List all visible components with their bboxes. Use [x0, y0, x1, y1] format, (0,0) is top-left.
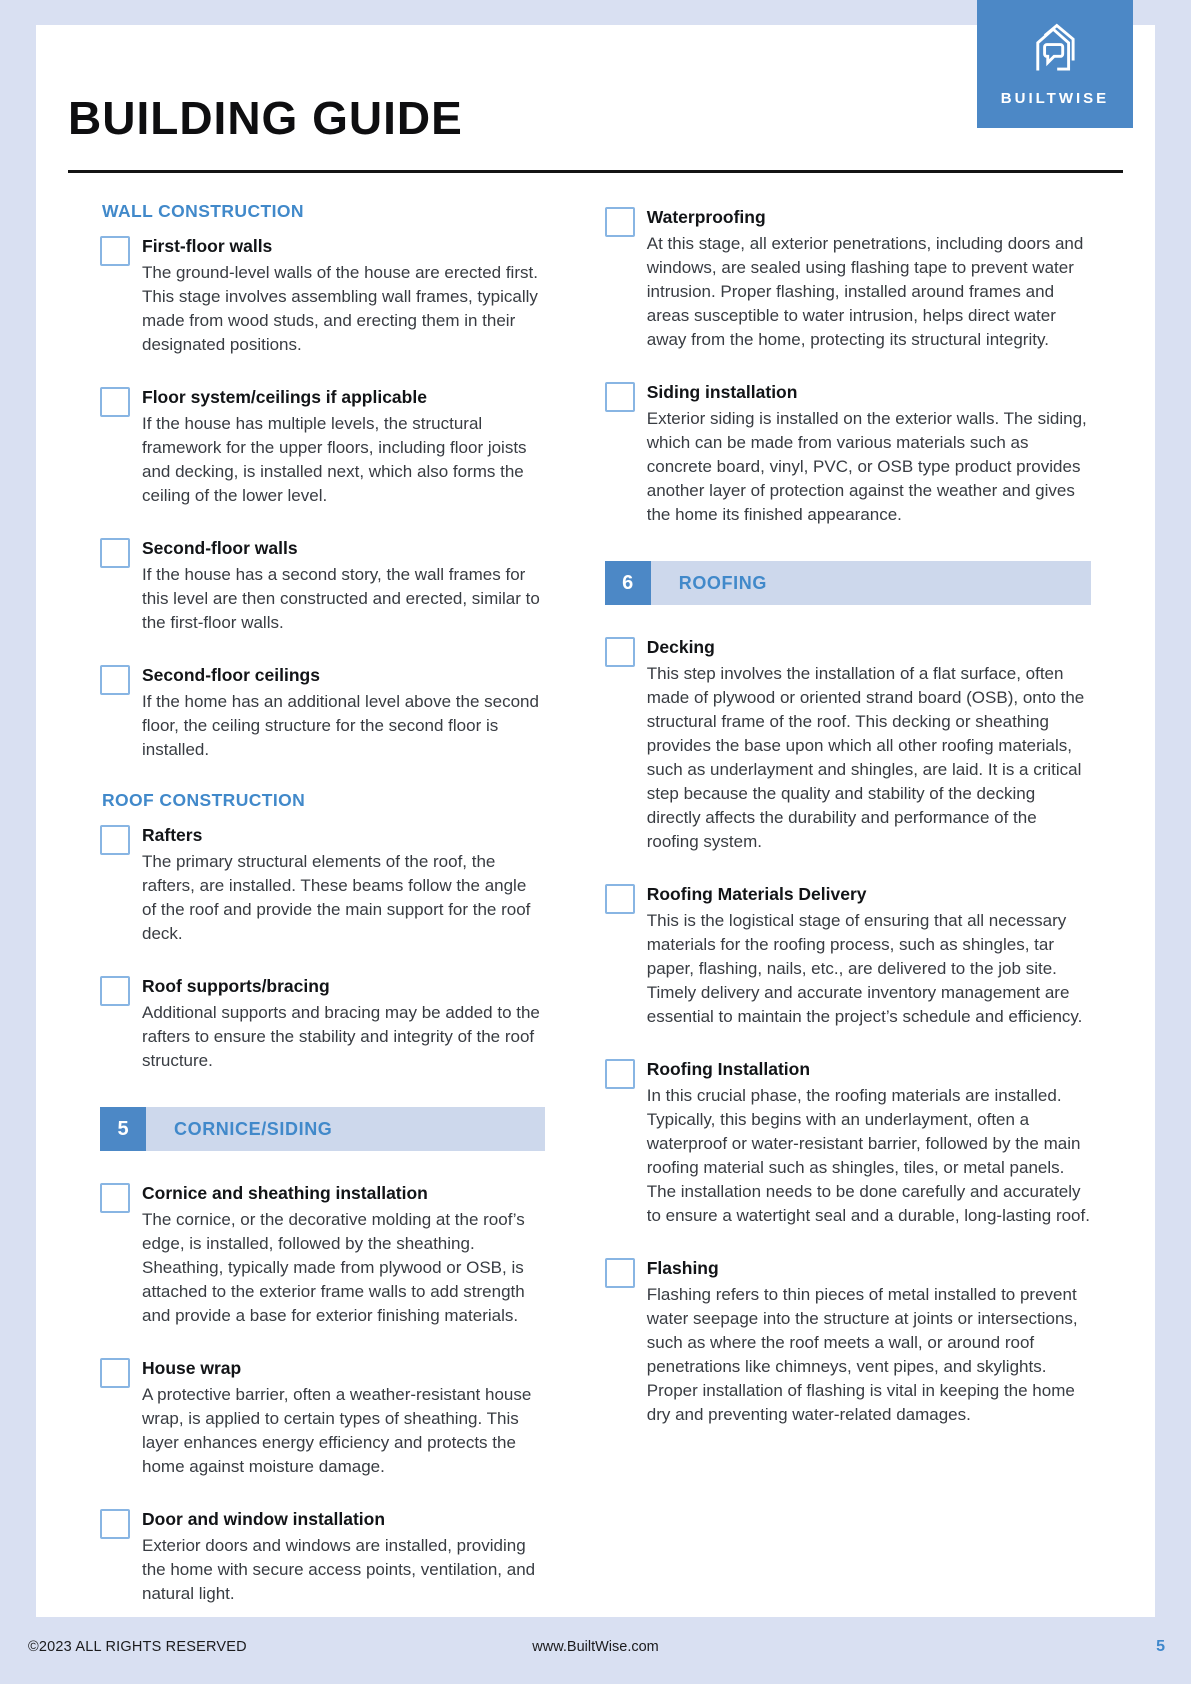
checkbox[interactable]: [605, 1258, 635, 1288]
checklist-item: [100, 1507, 545, 1606]
page-number: 5: [1156, 1638, 1165, 1655]
checklist-item-description: If the house has a second story, the wall frames for this level are then constructed and erected, similar to the first-floor walls.: [142, 565, 540, 632]
checklist-item: [605, 635, 1091, 854]
checklist-item-description: Exterior siding is installed on the exterior walls. The siding, which can be made from various materials such as concrete board, vinyl, PVC, or OSB type product provides another layer of protection against the weather and gives the home its finished appearance.: [646, 409, 1087, 524]
checklist-item-description: Exterior doors and windows are installed, providing the home with secure access points, ventilation, and natural light.: [142, 1536, 536, 1603]
checkbox[interactable]: [100, 665, 130, 695]
title-divider: [68, 170, 1123, 173]
checklist-item: [605, 1256, 1091, 1427]
checkbox[interactable]: [100, 538, 130, 568]
checklist-item-description: In this crucial phase, the roofing materials are installed. Typically, this begins with an underlayment, often a waterproof or water-resistant barrier, followed by the main roofing material such as shingles, tiles, or metal panels. The installation needs to be done carefully and accurately to ensure a watertight seal and a durable, long-lasting roof.: [646, 1086, 1090, 1225]
checklist-item-title: Floor system/ceilings if applicable: [142, 387, 427, 407]
checklist-item-description: If the house has multiple levels, the structural framework for the upper floors, including floor joists and decking, is installed next, which also forms the ceiling of the lower level.: [142, 414, 527, 505]
content-columns: [68, 199, 1123, 1634]
checklist-item-title: Roofing Materials Delivery: [646, 884, 867, 904]
checklist-item: [100, 1181, 545, 1328]
checklist-item: [100, 974, 545, 1073]
brand-name: BUILTWISE: [1000, 90, 1110, 107]
page-footer: [0, 1617, 1191, 1684]
checklist-item-text: [142, 536, 545, 635]
website-link[interactable]: www.BuiltWise.com: [532, 1639, 659, 1655]
section-heading: ROOF CONSTRUCTION: [102, 790, 306, 810]
checklist-item-text: [647, 380, 1091, 527]
checklist-item: [100, 1356, 545, 1479]
checkbox[interactable]: [605, 1059, 635, 1089]
checklist-item-text: [647, 635, 1091, 854]
checklist-item-description: The ground-level walls of the house are erected first. This stage involves assembling wall frames, typically made from wood studs, and erecting them in their designated positions.: [142, 263, 538, 354]
section-band: [605, 561, 1091, 605]
checklist-item-title: Roof supports/bracing: [142, 976, 330, 996]
checklist-item-description: A protective barrier, often a weather-resistant house wrap, is applied to certain types of sheathing. This layer enhances energy efficiency and protects the home against moisture damage.: [142, 1385, 532, 1476]
checklist-item: [605, 205, 1091, 352]
checkbox[interactable]: [605, 637, 635, 667]
checklist-item-text: [142, 1507, 545, 1606]
right-column: [605, 199, 1091, 1634]
checklist-item-text: [647, 1256, 1091, 1427]
checklist-item: [100, 823, 545, 946]
checkbox[interactable]: [605, 884, 635, 914]
checklist-item: [100, 536, 545, 635]
copyright-text: ©2023 ALL RIGHTS RESERVED: [28, 1639, 247, 1655]
checklist-item-text: [647, 882, 1091, 1029]
checklist-item-description: This is the logistical stage of ensuring that all necessary materials for the roofing process, such as shingles, tar paper, flashing, nails, etc., are delivered to the job site. Timely delivery and accurate inventory management are essential to maintain the project’s schedule and efficiency.: [646, 911, 1083, 1026]
checklist-item-title: Door and window installation: [142, 1509, 386, 1529]
checklist-item-description: The primary structural elements of the roof, the rafters, are installed. These beams follow the angle of the roof and provide the main support for the roof deck.: [142, 852, 531, 943]
checklist-item-text: [142, 234, 545, 357]
checklist-item-text: [647, 1057, 1091, 1228]
checklist-item-description: Additional supports and bracing may be added to the rafters to ensure the stability and integrity of the roof structure.: [142, 1003, 540, 1070]
checklist-item: [605, 1057, 1091, 1228]
column-gap: [545, 199, 605, 1634]
checkbox[interactable]: [100, 1509, 130, 1539]
checklist-item: [100, 663, 545, 762]
checklist-item-text: [142, 1356, 545, 1479]
checkbox[interactable]: [100, 236, 130, 266]
checklist-item-title: Waterproofing: [646, 207, 766, 227]
checklist-item-description: This step involves the installation of a flat surface, often made of plywood or oriented strand board (OSB), onto the structural frame of the roof. This decking or sheathing provides the base upon which all other roofing materials, such as underlayment and shingles, are laid. It is a critical step because the quality and stability of the decking directly affects the durability and performance of the roofing system.: [646, 664, 1085, 851]
house-chat-icon: [1026, 21, 1084, 84]
checklist-item-description: If the home has an additional level above the second floor, the ceiling structure for the second floor is installed.: [142, 692, 539, 759]
checklist-item-title: First-floor walls: [142, 236, 273, 256]
checklist-item-title: Second-floor ceilings: [142, 665, 320, 685]
page-title: BUILDING GUIDE: [68, 92, 463, 144]
left-column: [100, 199, 545, 1634]
page-sheet: [36, 25, 1155, 1617]
section-band: [100, 1107, 545, 1151]
checklist-item-text: [142, 974, 545, 1073]
brand-logo: [977, 0, 1133, 128]
checkbox[interactable]: [100, 825, 130, 855]
checklist-item-text: [142, 823, 545, 946]
checklist-item-title: House wrap: [142, 1358, 242, 1378]
checklist-item: [605, 882, 1091, 1029]
section-number-badge: 6: [605, 561, 651, 605]
section-band-label: CORNICE/SIDING: [174, 1118, 333, 1139]
section-number-badge: 5: [100, 1107, 146, 1151]
checklist-item-title: Second-floor walls: [142, 538, 298, 558]
checkbox[interactable]: [100, 1358, 130, 1388]
checklist-item-title: Siding installation: [646, 382, 798, 402]
checklist-item-description: At this stage, all exterior penetrations, including doors and windows, are sealed using flashing tape to prevent water intrusion. Proper flashing, installed around frames and areas susceptible to water intrusion, helps direct water away from the home, protecting its structural integrity.: [646, 234, 1084, 349]
checkbox[interactable]: [100, 976, 130, 1006]
checkbox[interactable]: [605, 207, 635, 237]
checklist-item-description: The cornice, or the decorative molding at the roof’s edge, is installed, followed by the sheathing. Sheathing, typically made from plywood or OSB, is attached to the exterior frame walls to add strength and provide a base for exterior finishing materials.: [142, 1210, 525, 1325]
checklist-item: [605, 380, 1091, 527]
section-heading: WALL CONSTRUCTION: [102, 201, 304, 221]
checklist-item: [100, 234, 545, 357]
checklist-item-title: Flashing: [646, 1258, 719, 1278]
checkbox[interactable]: [100, 387, 130, 417]
checklist-item: [100, 385, 545, 508]
checklist-item-text: [142, 663, 545, 762]
checkbox[interactable]: [605, 382, 635, 412]
checklist-item-title: Decking: [646, 637, 715, 657]
checklist-item-text: [142, 1181, 545, 1328]
checklist-item-title: Roofing Installation: [646, 1059, 811, 1079]
checklist-item-description: Flashing refers to thin pieces of metal installed to prevent water seepage into the structure at joints or intersections, such as where the roof meets a wall, or around roof penetrations like chimneys, vent pipes, and skylights. Proper installation of flashing is vital in keeping the home dry and preventing water-related damages.: [646, 1285, 1078, 1424]
checklist-item-title: Cornice and sheathing installation: [142, 1183, 428, 1203]
checklist-item-title: Rafters: [142, 825, 203, 845]
checklist-item-text: [142, 385, 545, 508]
checkbox[interactable]: [100, 1183, 130, 1213]
checklist-item-text: [647, 205, 1091, 352]
section-band-label: ROOFING: [678, 572, 767, 593]
